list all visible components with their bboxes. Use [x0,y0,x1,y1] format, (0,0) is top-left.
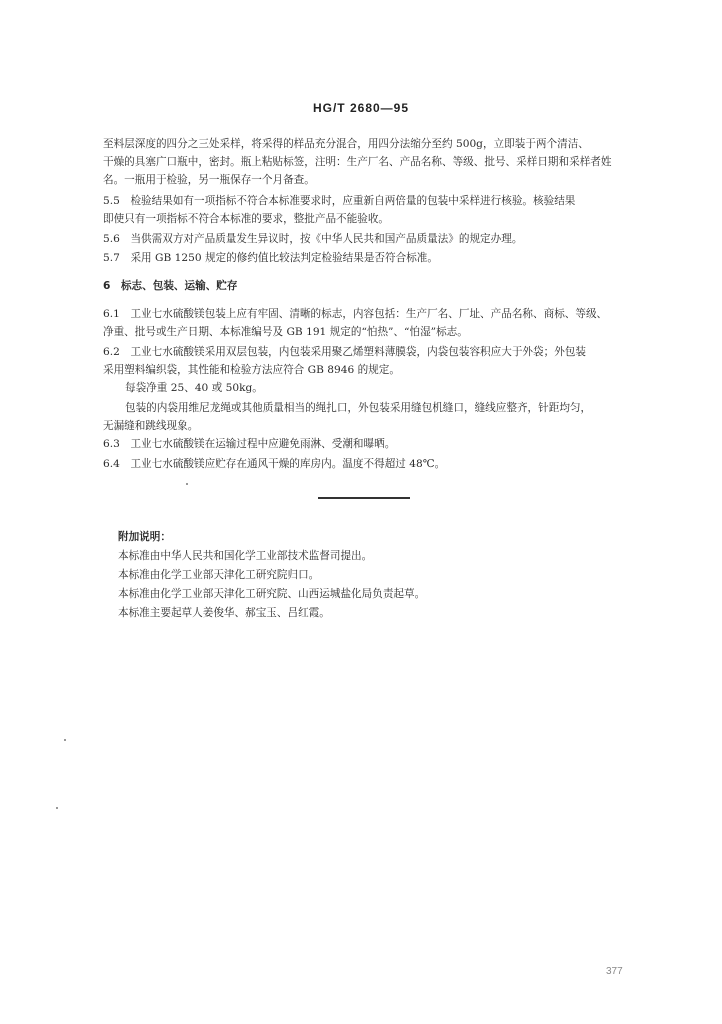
clause-6-3: 6.3 工业七水硫酸镁在运输过程中应避免雨淋、受潮和曝晒。 [103,438,396,450]
page-number: 377 [606,966,623,977]
clause-5-5: 5.5 检验结果如有一项指标不符合本标准要求时，应重新自两倍量的包装中采样进行核验。核验结果 [103,195,576,207]
notes-title: 附加说明： [118,531,171,543]
clause-6-2: 6.2 工业七水硫酸镁采用双层包装，内包装采用聚乙烯塑料薄膜袋，内袋包装容积应大于外袋；外包装 [103,346,586,358]
clause-5-5-cont: 即使只有一项指标不符合本标准的要求，整批产品不能验收。 [103,213,390,225]
scan-speck [64,739,66,741]
note-line: 本标准由中华人民共和国化学工业部技术监督司提出。 [118,550,373,562]
clause-6-1-cont: 净重、批号或生产日期、本标准编号及 GB 191 规定的“怕热”、“怕湿”标志。 [103,326,468,338]
note-line: 本标准由化学工业部天津化工研究院、山西运城盐化局负责起草。 [118,588,426,600]
note-line: 本标准由化学工业部天津化工研究院归口。 [118,569,320,581]
section5-text-line: 名。一瓶用于检验，另一瓶保存一个月备查。 [103,174,315,186]
clause-6-2-sealing: 包装的内袋用维尼龙绳或其他质量相当的绳扎口，外包装采用缝包机缝口，缝线应整齐，针距均匀， [125,402,592,414]
section5-text-line: 至料层深度的四分之三处采样，将采得的样品充分混合，用四分法缩分至约 500g，立即装于两个清洁、 [103,138,589,150]
section5-text-line: 干燥的具塞广口瓶中，密封。瓶上粘贴标签，注明：生产厂名、产品名称、等级、批号、采样日期和采样者姓 [103,156,612,168]
scan-speck [56,807,58,809]
clause-5-7: 5.7 采用 GB 1250 规定的修约值比较法判定检验结果是否符合标准。 [103,252,438,264]
clause-6-2-cont: 采用塑料编织袋，其性能和检验方法应符合 GB 8946 的规定。 [103,364,400,376]
clause-6-2-sealing-cont: 无漏缝和跳线现象。 [103,420,199,432]
clause-6-4: 6.4 工业七水硫酸镁应贮存在通风干燥的库房内。温度不得超过 48℃。 [103,458,446,470]
note-line: 本标准主要起草人姜俊华、郝宝玉、吕红霞。 [118,607,330,619]
section-6-heading: 6 标志、包装、运输、贮存 [103,280,238,292]
end-divider [318,497,410,499]
clause-5-6: 5.6 当供需双方对产品质量发生异议时，按《中华人民共和国产品质量法》的规定办理。 [103,233,523,245]
clause-6-2-net-weight: 每袋净重 25、40 或 50kg。 [125,382,263,394]
standard-code-header: HG/T 2680—95 [312,101,410,115]
scan-speck [186,483,188,485]
clause-6-1: 6.1 工业七水硫酸镁包装上应有牢固、清晰的标志，内容包括：生产厂名、厂址、产品名称、商标、等级、 [103,308,608,320]
